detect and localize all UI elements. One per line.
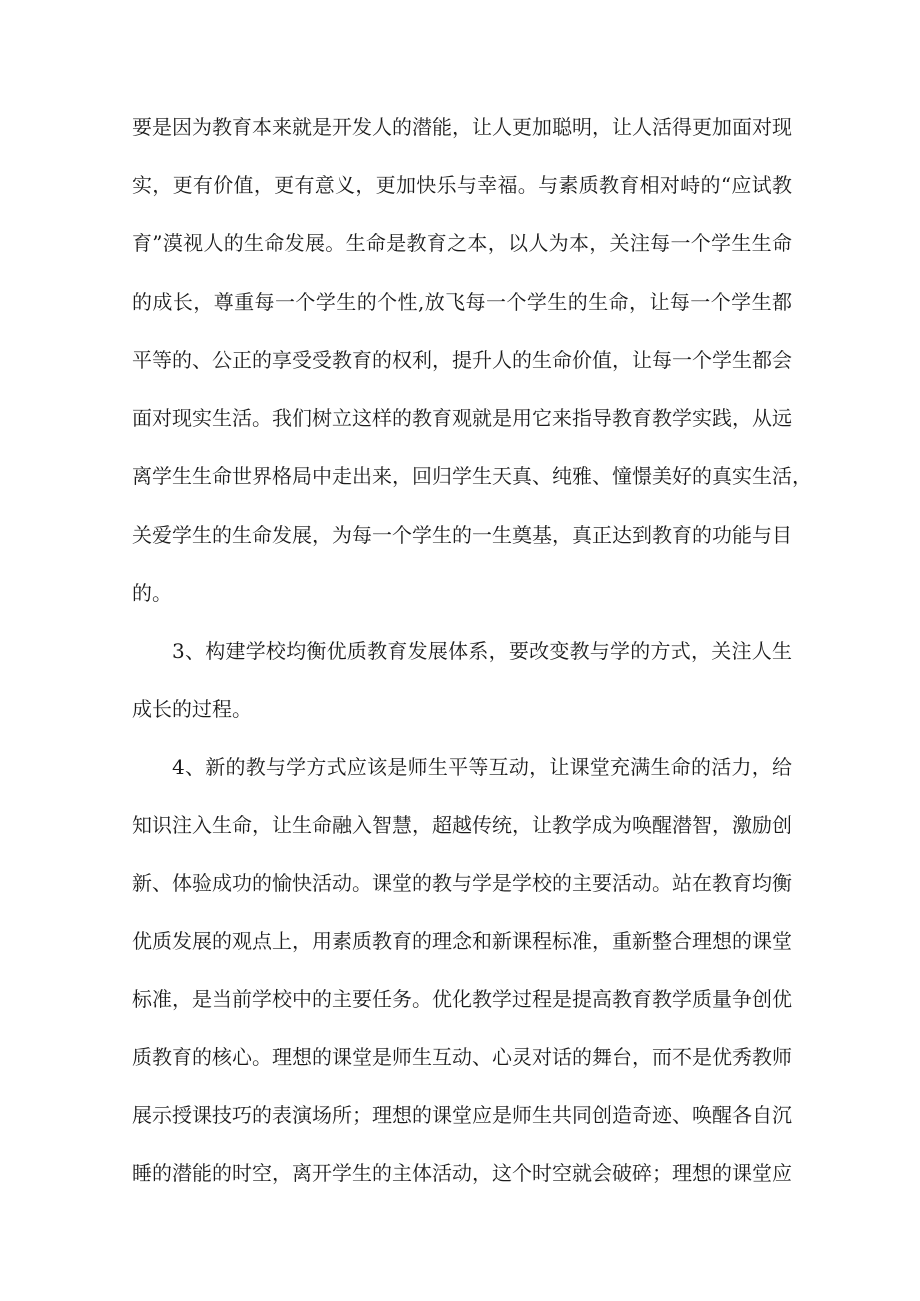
paragraph-line: 新、体验成功的愉快活动。课堂的教与学是学校的主要活动。站在教育均衡 bbox=[132, 871, 792, 895]
paragraph-line: 要是因为教育本来就是开发人的潜能，让人更加聪明，让人活得更加面对现 bbox=[132, 115, 792, 139]
paragraph-line: 的。 bbox=[132, 581, 172, 605]
paragraph-line: 育”漠视人的生命发展。生命是教育之本，以人为本，关注每一个学生生命 bbox=[132, 231, 792, 255]
paragraph-line: 知识注入生命，让生命融入智慧，超越传统，让教学成为唤醒潜智，激励创 bbox=[132, 813, 792, 837]
paragraph-line: 睡的潜能的时空，离开学生的主体活动，这个时空就会破碎；理想的课堂应 bbox=[132, 1161, 792, 1185]
paragraph-line: 平等的、公正的享受受教育的权利，提升人的生命价值，让每一个学生都会 bbox=[132, 348, 792, 372]
paragraph-line: 展示授课技巧的表演场所；理想的课堂应是师生共同创造奇迹、唤醒各自沉 bbox=[132, 1103, 792, 1127]
paragraph-line: 的成长，尊重每一个学生的个性,放飞每一个学生的生命，让每一个学生都 bbox=[132, 290, 792, 314]
paragraph-line: 3、构建学校均衡优质教育发展体系，要改变教与学的方式，关注人生 bbox=[172, 639, 792, 663]
paragraph-line: 离学生生命世界格局中走出来，回归学生天真、纯雅、憧憬美好的真实生活， bbox=[132, 464, 812, 488]
paragraph-line: 标准，是当前学校中的主要任务。优化教学过程是提高教育教学质量争创优 bbox=[132, 987, 792, 1011]
paragraph-line: 实，更有价值，更有意义，更加快乐与幸福。与素质教育相对峙的“应试教 bbox=[132, 173, 792, 197]
paragraph-line: 成长的过程。 bbox=[132, 697, 252, 721]
paragraph-line: 关爱学生的生命发展，为每一个学生的一生奠基，真正达到教育的功能与目 bbox=[132, 523, 792, 547]
paragraph-line: 质教育的核心。理想的课堂是师生互动、心灵对话的舞台，而不是优秀教师 bbox=[132, 1045, 792, 1069]
paragraph-line: 4、新的教与学方式应该是师生平等互动，让课堂充满生命的活力，给 bbox=[172, 755, 792, 779]
paragraph-line: 优质发展的观点上，用素质教育的理念和新课程标准，重新整合理想的课堂 bbox=[132, 929, 792, 953]
paragraph-line: 面对现实生活。我们树立这样的教育观就是用它来指导教育教学实践，从远 bbox=[132, 406, 792, 430]
